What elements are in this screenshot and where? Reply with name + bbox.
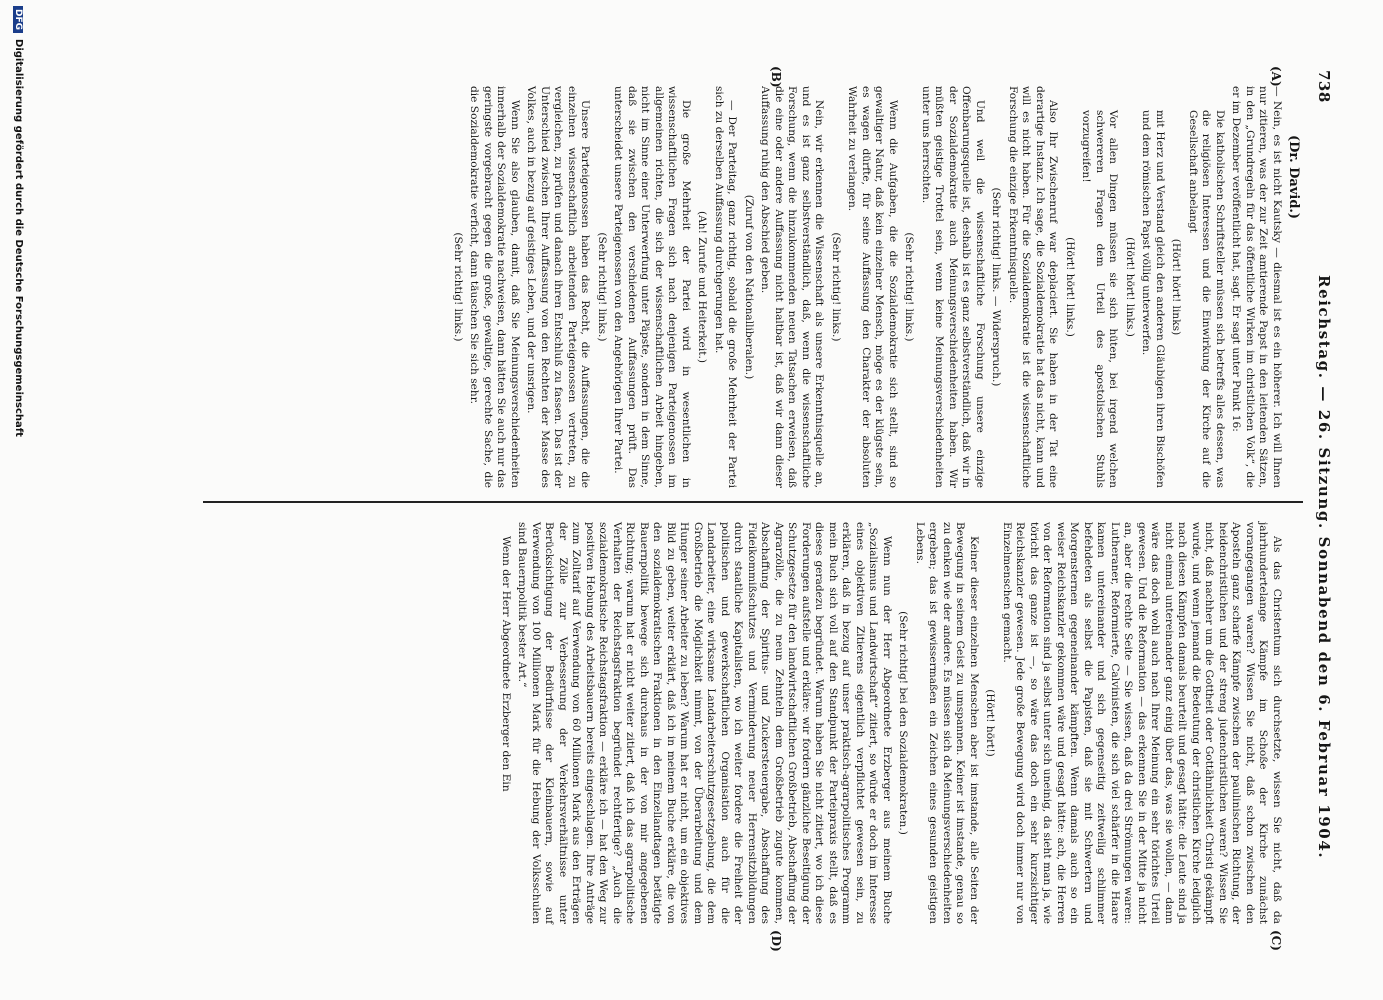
- quote-paragraph: Vor allen Dingen müssen sie sich hüten, bei irgend welchen schwereren Fragen dem Urteil des apostolischen Stuhls vorzugreifen!: [1080, 110, 1120, 488]
- paragraph: Die große Mehrheit der Partei wird in wesentlichen in wissenschaftlichen Fragen sich nach denjenigen Parteigenossen im allgemeinen richten, die sich der wissenschaftlichen Arbeit hingeben, nicht im Sinne einer Unterwerfung unter Päpste, sondern in dem Sinne, daß sie zwischen den verschiedenen Auffassungen prüft. Das unterscheidet unsere Parteigenossen von den Angehörigen Ihrer Partei.: [612, 86, 692, 488]
- margin-letter-c: (C): [1269, 930, 1283, 951]
- left-column: [452, 86, 1283, 488]
- reaction-note: (Zuruf von den Nationalliberalen.): [743, 194, 755, 380]
- funding-note: [13, 6, 24, 996]
- reaction-note: (Sehr richtig! bei den Sozialdemokraten.): [897, 611, 910, 835]
- margin-letter-d: (D): [769, 930, 783, 952]
- dfg-logo: DFG: [13, 6, 23, 33]
- right-column: [500, 522, 1283, 924]
- paragraph: — Der Parteitag, ganz richtig, sobald die große Mehrheit der Partei sich zu derselben Auffassung durchgerungen hat.: [713, 86, 739, 488]
- paragraph: Wenn Sie also glauben, damit, daß Sie Meinungsverschiedenheiten innerhalb der Sozialdemokratie nachweisen, dann hätten Sie auch nur das geringste vorgebracht gegen die große, gewaltige, gerechte Sache, die die Sozialdemokratie verficht, dann täuschen Sie sich sehr.: [468, 86, 521, 488]
- margin-letter-a: (A): [1269, 66, 1283, 87]
- reaction-note: (Sehr richtig! links.): [452, 232, 464, 342]
- reaction-note: (Hört! hört! links.): [1124, 237, 1136, 337]
- paragraph: Wenn der Herr Abgeordnete Erzberger den Ein: [500, 536, 512, 792]
- page-number: 738: [1315, 70, 1333, 103]
- reaction-note: (Sehr richtig! links.): [596, 232, 608, 342]
- reaction-note: (Hört! hört! links.): [1064, 237, 1076, 337]
- paragraph: Nein, wir erkennen die Wissenschaft als unsere Erkenntnisquelle an, und es ist ganz selbstverständlich, daß, wenn die wissenschaftliche Forschung, wenn die hinzukommenden neuen Tatsachen erweisen, daß die eine oder andere Auffassung nicht haltbar ist, daß wir dann dieser Auffassung ruhig den Abschied geben.: [759, 86, 826, 488]
- reaction-note: (Sehr richtig! links.): [830, 232, 842, 342]
- page-title: Reichstag. — 26. Sitzung. Sonnabend den 6. Februar 1904.: [1315, 275, 1333, 860]
- paragraph: Keiner dieser einzelnen Menschen aber ist imstande, alle Seiten der Bewegung in seinem Geist zu umspannen. Keiner ist imstande, genau so zu denken wie der andere. Es müssen sich da Meinungsverschiedenheiten ergeben; das ist gewissermaßen ein Zeichen eines gesunden geistigen Lebens.: [914, 522, 980, 924]
- quote-paragraph: Die katholischen Schriftsteller müssen sich betreffs alles dessen, was die religiösen Interessen und die Einwirkung der Kirche auf die Gesellschaft anbelangt: [1187, 110, 1226, 488]
- reaction-note: (Sehr richtig! links.): [903, 232, 916, 342]
- paragraph: Und weil die wissenschaftliche Forschung unsere einzige Offenbarungsquelle ist, deshalb ist es ganz selbstverständlich, daß wir in der Sozialdemokratie auch Meinungsverschiedenheiten haben. Wir müßten geistige Trottel sein, wenn keine Meinungsverschiedenheiten unter uns herrschten.: [920, 86, 986, 488]
- quote-paragraph: mit Herz und Verstand gleich den anderen Gläubigen ihren Bischöfen und dem römischen Papst völlig unterwerfen.: [1140, 110, 1166, 488]
- paragraph: Unsere Parteigenossen haben das Recht, die Auffassungen, die die einzelnen wissenschaftlich arbeitenden Parteigenossen vertreten, zu vergleichen, zu prüfen und danach ihren Entschluß zu fassen. Das ist der Unterschied zwischen Ihrer Auffassung von den Rechten der Masse des Volkes, auch in bezug auf geistiges Leben, und der unsrigen.: [525, 86, 592, 488]
- reaction-note: (Sehr richtig! links. — Widerspruch.): [990, 187, 1003, 387]
- speaker-name: (Dr. David.): [1286, 135, 1301, 220]
- margin-letter-b: (B): [769, 66, 783, 88]
- column-divider: [203, 501, 1303, 503]
- paragraph: Als das Christentum sich durchsetzte, wissen Sie nicht, daß da jahrhundertelange Kämpfe im Schoße der Kirche zunächst vorangegangen waren? Wissen Sie nicht, daß schon zwischen den Aposteln ganz scharfe Kämpfe zwischen der paulinischen Richtung, der heidenchristlichen und der streng judenchristlichen waren? Wissen Sie nicht, daß nachher um die Gottheit oder Gottähnlichkeit Christi gekämpft wurde, und wenn jemand die Bedeutung der christlichen Kirche lediglich nach diesen Kämpfen damals beurteilt und gesagt hätte: die Leute sind ja nicht einmal untereinander ganz einig über das, was sie wollen, — dann wäre das doch wohl auch nach Ihrer Meinung ein sehr törichtes Urteil gewesen. Und die Reformation — das erkennen Sie in der Mitte ja nicht an, aber die rechte Seite — Sie wissen, daß da drei Strömungen waren: Lutheraner, Reformierte, Calvinisten, die sich viel schärfer in die Haare kamen untereinander und sich gegenseitig zeitweilig schlimmer befehdeten als selbst die Papisten, daß sie mit Schwertern und Morgensternen gegeneinander kämpften. Wenn damals auch so ein weiser Reichskanzler gekommen wäre und gesagt hätte: ach, die Herren von der Reformation sind ja selbst unter sich uneinig, da sieht man ja, wie töricht das ganze ist —, so wäre das doch ein sehr kurzsichtiger Reichskanzler gewesen. Jede große Bewegung wird doch immer nur von Einzelmenschen gemacht.: [1001, 522, 1283, 924]
- reaction-note: (Ah! Zurufe und Heiterkeit.): [696, 211, 709, 363]
- funding-text: Digitalisierung gefördert durch die Deutsche Forschungsgemeinschaft: [13, 39, 24, 437]
- reaction-note: (Hört! hört!): [984, 689, 997, 757]
- paragraph: — Nein, es ist nicht Kautsky — diesmal ist es ein höherer. Ich will Ihnen nur zitieren, was der zur Zeit amtierende Papst in den leitenden Sätzen, in den „Grundregeln für das öffentliche Wirken im christlichen Volk“, die er im Dezember veröffentlicht hat, sagt. Er sagt unter Punkt 16:: [1230, 86, 1283, 488]
- paragraph: Wenn die Aufgaben, die die Sozialdemokratie sich stellt, sind so gewaltiger Natur, daß kein einzelner Mensch, möge es der klügste sein, es wagen dürfte, für seine Auffassung den Charakter der absoluten Wahrheit zu verlangen.: [846, 86, 899, 488]
- reaction-note: (Hört! hört! links): [1170, 238, 1183, 336]
- paragraph: Wenn nun der Herr Abgeordnete Erzberger aus meinem Buche „Sozialismus und Landwirtschaft“ zitiert, so würde er doch im Interesse eines objektiven Zitierens eigentlich verpflichtet gewesen sein, zu erklären, daß in bezug auf unser praktisch-agrarpolitisches Programm mein Buch sich voll auf den Standpunkt der Parteipraxis stellt, daß es dieses geradezu begründet. Warum haben Sie nicht zitiert, wo ich diese Forderungen aufstelle und erkläre: wir fordern gänzliche Beseitigung der Schutzgesetze für den landwirtschaftlichen Großbetrieb, Abschaffung der Agrarzölle, die zu neun Zehnteln dem Großbetrieb zugute kommen, Abschaffung der Spiritus- und Zuckersteuergabe, Abschaffung des Fideikommißschutzes und Verminderung neuer Herrensitzbildungen durch staatliche Kapitalisten, wo ich weiter fordere die Freiheit der politischen und gewerkschaftlichen Organisation auch für die Landarbeiter, eine wirksame Landarbeiterschutzgesetzgebung, die dem Großbetrieb die Möglichkeit nimmt, von der Überarbeitung und dem Hunger seiner Arbeiter zu leben? Warum hat er nicht, um ein objektives Bild zu geben, weiter erklärt, daß ich in meinem Buche erkläre, die von den sozialdemokratischen Fraktionen in den Einzellandtagen betätigte Bauernpolitik bewege sich durchaus in der von mir angegebenen Richtung; warum hat er nicht weiter zitiert, daß ich das agrarpolitische Verhalten der Reichstagsfraktion begründet rechtfertige? „Auch die sozialdemokratische Reichstagsfraktion — erkläre ich — hat den Weg zur positiven Hebung des Arbeitsbauern bereits eingeschlagen. Ihre Anträge zum Zolltarif auf Verwendung von 60 Millionen Mark aus den Erträgen der Zölle zur Verbesserung der Verkehrsverhältnisse unter Berücksichtigung der Bedürfnisse der Kleinbauern, sowie auf Verwendung von 100 Millionen Mark für die Hebung der Volksschulen sind Bauernpolitik bester Art.“: [516, 522, 893, 924]
- page-header: [1307, 70, 1333, 940]
- paragraph: Also Ihr Zwischenruf war deplaciert. Sie haben in der Tat eine derartige Instanz. Ich sage, die Sozialdemokratie hat das nicht, kann und will es nicht haben. Für die Sozialdemokratie ist die wissenschaftliche Forschung die einzige Erkenntnisquelle.: [1007, 86, 1060, 488]
